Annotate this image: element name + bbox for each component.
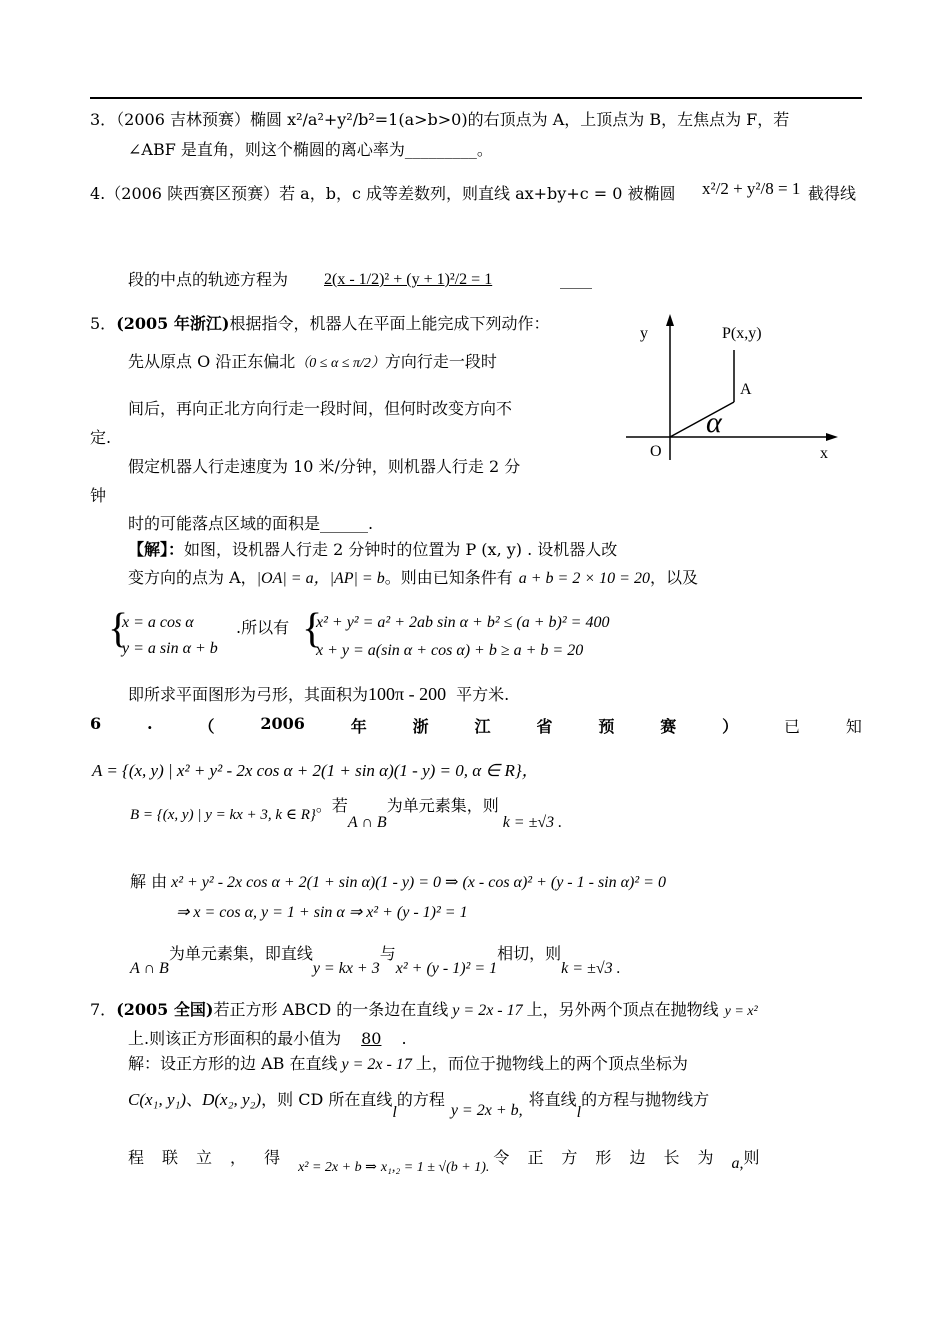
q6-solution-eq2: ⇒ x = cos α, y = 1 + sin α ⇒ x² + (y - 1)² = 1 xyxy=(176,904,468,921)
q6-conclusion-intersection: A ∩ B xyxy=(130,960,169,977)
q7-char: 为 xyxy=(697,1148,714,1167)
q7-solution-line3 xyxy=(128,1148,862,1175)
q6-head-token: . xyxy=(147,714,153,733)
q6-set-b-line xyxy=(130,796,563,831)
q6-head-token: 江 xyxy=(474,717,491,736)
q4-line1-end: 截得线 xyxy=(808,184,857,203)
q6-head-token: 知 xyxy=(845,717,862,736)
q6-conclusion-k: k = ±√3 . xyxy=(561,960,621,977)
q5-angle-condition: （0 ≤ α ≤ π/2） xyxy=(295,356,385,371)
fig-o-label: O xyxy=(650,443,662,460)
q6-k-value: k = ±√3 . xyxy=(502,814,563,831)
q7-ze: 则 xyxy=(743,1148,760,1167)
y-axis-arrow-icon xyxy=(666,314,674,326)
q5-solution-2c: 。则由已知条件有 xyxy=(384,568,513,587)
q7-answer: 80 xyxy=(361,1029,382,1048)
q6-conclusion-line: y = kx + 3 xyxy=(312,960,380,977)
q5-system-connector: .所以有 xyxy=(236,618,290,637)
q6-conclusion-circle: x² + (y - 1)² = 1 xyxy=(395,960,498,977)
q7-line-l: l xyxy=(392,1104,397,1121)
q5-solution-line2 xyxy=(128,568,698,589)
q7-point-d: D(x₂, y₂) xyxy=(202,1090,262,1109)
q7-source: (2005 全国) xyxy=(116,1000,214,1019)
q7-number: 7． xyxy=(90,1000,117,1019)
q7-line-l-2: l xyxy=(576,1104,582,1121)
q7-line1-b: 上，另外两个顶点在抛物线 xyxy=(526,1000,719,1019)
q5-brace-2: { xyxy=(302,606,323,652)
q7-line-equation: y = 2x - 17 xyxy=(452,1002,523,1019)
q7-solution-2c: 将直线 xyxy=(528,1090,577,1109)
q5-solution-label: 【解】： xyxy=(128,540,185,559)
q6-solution-eq1: x² + y² - 2x cos α + 2(1 + sin α)(1 - y) = 0 ⇒ (x - cos α)² + (y - 1 - sin α)² = 0 xyxy=(171,874,666,891)
q7-quadratic: x² = 2x + b ⇒ xyxy=(298,1160,377,1175)
fig-y-label: y xyxy=(640,325,648,342)
q5-system2-row2: x + y = a(sin α + cos α) + b ≥ a + b = 20 xyxy=(316,642,584,659)
q7-solution-2b: 的方程 xyxy=(396,1090,445,1109)
q6-head-token: 6 xyxy=(90,714,102,733)
q7-line-cd-eq: y = 2x + b, xyxy=(450,1102,523,1119)
q6-solution-label: 解 由 xyxy=(130,872,168,891)
q5-system1-row2: y = a sin α + b xyxy=(122,640,218,657)
q6-intersection: A ∩ B xyxy=(347,814,387,831)
q5-line4: 假定机器人行走速度为 10 米/分钟，则机器人行走 2 分 xyxy=(128,457,521,476)
q7-point-c: C(x₁, y₁) xyxy=(128,1090,187,1109)
q7-char: 联 xyxy=(162,1148,179,1167)
q5-line3: 定. xyxy=(90,428,112,447)
q7-solution-1a: 解：设正方形的边 AB 在直线 xyxy=(128,1054,338,1073)
fig-alpha-label: α xyxy=(706,406,722,439)
q7-char: 长 xyxy=(663,1148,680,1167)
q5-figure xyxy=(622,310,847,470)
q7-solution-2d: 的方程与抛物线方 xyxy=(581,1090,710,1109)
q5-conclusion-unit: 平方米. xyxy=(456,685,510,704)
q5-brace-1: { xyxy=(108,606,129,652)
q7-roots: x₁,₂ = 1 ± √(b + 1). xyxy=(380,1160,490,1175)
q6-conclusion xyxy=(130,944,621,977)
q3-line1: 3．（2006 吉林预赛）椭圆 x²/a²+y²/b²=1(a>b>0)的右顶点为 A，上顶点为 B，左焦点为 F，若 xyxy=(90,110,790,129)
q5-conclusion xyxy=(128,684,509,705)
q6-head-token: 2006 xyxy=(260,714,305,733)
q7-line2-b: . xyxy=(401,1029,407,1048)
q7-solution-2a: ，则 CD 所在直线 xyxy=(261,1090,393,1109)
q5-solution-text1: 如图，设机器人行走 2 分钟时的位置为 P (x, y) . 设机器人改 xyxy=(184,540,618,559)
q6-head-token: 预 xyxy=(598,717,615,736)
q5-system2-row1: x² + y² = a² + 2ab sin α + b² ≤ (a + b)² = 400 xyxy=(316,614,610,631)
q7-char: 立 xyxy=(196,1148,213,1167)
top-rule xyxy=(90,97,862,99)
fig-x-label: x xyxy=(820,445,828,462)
q3-line2: ∠ABF 是直角，则这个椭圆的离心率为_________。 xyxy=(128,140,493,159)
q4-line1: 4.（2006 陕西赛区预赛）若 a，b，c 成等差数列，则直线 ax+by+c = 0 被椭圆 xyxy=(90,184,676,203)
q5-title-text: 根据指令，机器人在平面上能完成下列动作： xyxy=(229,314,550,333)
q7-separator: 、 xyxy=(186,1090,203,1109)
q6-conclusion-then: 相切，则 xyxy=(497,944,562,963)
q6-head-token: ） xyxy=(722,717,739,736)
q6-unit-text: 为单元素集，则 xyxy=(386,796,499,815)
q7-solution-line1 xyxy=(128,1054,688,1075)
q6-header xyxy=(90,714,862,737)
q6-set-b: B = {(x, y) | y = kx + 3, k ∈ R} xyxy=(130,807,316,823)
q6-set-a: A = {(x, y) | x² + y² - 2x cos α + 2(1 + sin α)(1 - y) = 0, α ∈ R}， xyxy=(92,761,539,780)
q5-system1-row1: x = a cos α xyxy=(122,614,194,631)
q7-line2-a: 上.则该正方形面积的最小值为 xyxy=(128,1029,342,1048)
q5-number: 5． xyxy=(90,314,117,333)
q6-head-token: 浙 xyxy=(412,717,429,736)
q7-line2 xyxy=(128,1029,407,1049)
q5-lengths: |OA| = a，|AP| = b xyxy=(256,570,385,587)
q4-blank: ____ xyxy=(560,270,592,289)
q6-solution-line1 xyxy=(130,872,666,893)
q6-conclusion-yu: 与 xyxy=(379,944,396,963)
q6-head-token: 年 xyxy=(350,717,367,736)
q7-solution-line-eq: y = 2x - 17 xyxy=(341,1056,412,1073)
q7-solution-1b: 上，而位于抛物线上的两个顶点坐标为 xyxy=(415,1054,688,1073)
q5-line5: 钟 xyxy=(90,486,107,505)
q5-line2: 间后，再向正北方向行走一段时间，但何时改变方向不 xyxy=(128,399,513,418)
q7-line1-a: 若正方形 ABCD 的一条边在直线 xyxy=(213,1000,449,1019)
q5-solution-line1 xyxy=(128,540,617,560)
q5-title xyxy=(90,314,549,334)
fig-a-label: A xyxy=(740,381,752,398)
q7-char: 程 xyxy=(128,1148,145,1167)
q6-ruo: 。若 xyxy=(315,796,348,815)
q5-sum-equation: a + b = 2 × 10 = 20 xyxy=(518,570,650,587)
q5-area-value: 100π - 200 xyxy=(368,684,447,704)
q6-head-token: 赛 xyxy=(660,717,677,736)
q6-head-token: 省 xyxy=(536,717,553,736)
q7-char: 得 xyxy=(264,1148,281,1167)
q7-char: 方 xyxy=(561,1148,578,1167)
q7-parabola: y = x² xyxy=(724,1004,758,1019)
q6-head-token: （ xyxy=(198,717,215,736)
q5-line6: 时的可能落点区域的面积是______. xyxy=(128,514,374,533)
q6-head-token: 已 xyxy=(784,717,801,736)
q7-line1 xyxy=(90,1000,758,1022)
q7-char: 令 xyxy=(493,1148,510,1167)
q5-source: (2005 年浙江) xyxy=(116,314,230,333)
q4-ellipse-equation: x²/2 + y²/8 = 1 xyxy=(702,179,801,198)
q5-solution-2e: ，以及 xyxy=(649,568,698,587)
q7-char: 形 xyxy=(595,1148,612,1167)
q5-conclusion-text: 即所求平面图形为弓形，其面积为 xyxy=(128,685,369,704)
q5-line1-a: 先从原点 O 沿正东偏北 xyxy=(128,352,296,371)
q7-char: 正 xyxy=(527,1148,544,1167)
q7-char: ， xyxy=(230,1148,247,1167)
q4-answer: 2(x - 1/2)² + (y + 1)²/2 = 1 xyxy=(324,271,493,288)
q5-line1-b: 方向行走一段时 xyxy=(384,352,497,371)
q4-line2-prefix: 段的中点的轨迹方程为 xyxy=(128,270,289,289)
q5-solution-2a: 变方向的点为 A， xyxy=(128,568,257,587)
segment-oa xyxy=(670,402,734,437)
q7-side-a: a, xyxy=(731,1155,744,1172)
q6-conclusion-text: 为单元素集，即直线 xyxy=(168,944,313,963)
q7-char: 边 xyxy=(629,1148,646,1167)
fig-p-label: P(x,y) xyxy=(722,325,762,342)
x-axis-arrow-icon xyxy=(826,433,838,441)
q5-line1 xyxy=(128,352,497,374)
q7-solution-line2 xyxy=(128,1090,710,1121)
